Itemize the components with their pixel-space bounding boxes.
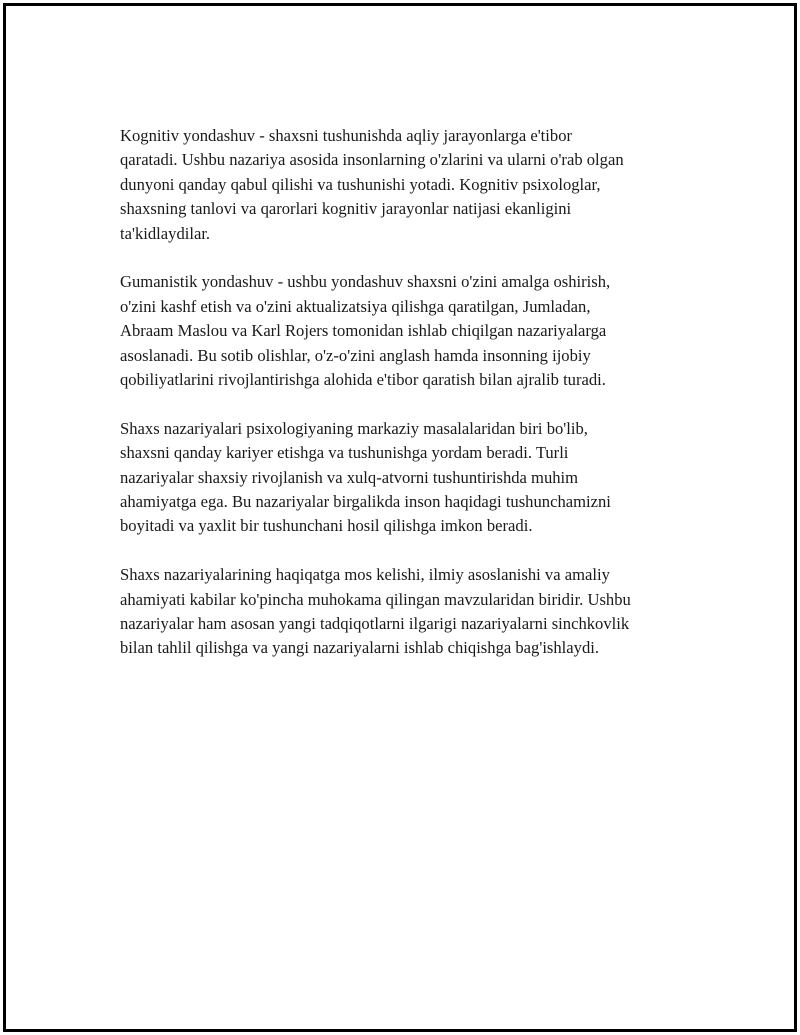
paragraph-humanistic-approach: Gumanistik yondashuv - ushbu yondashuv shaxsni o'zini amalga oshirish, o'zini kashf etish va o'zini aktualizatsiya qilishga qaratilgan, Jumladan, Abraam Maslou va Karl Rojers tomonidan ishlab chiqilgan nazariyalarga asoslanadi. Bu sotib olishlar, o'z-o'zini anglash hamda insonning ijobiy qobiliyatlarini rivojlantirishga alohida e'tibor qaratish bilan ajralib turadi.: [120, 272, 611, 390]
page-frame: [3, 3, 797, 1032]
paragraph-cognitive-approach: Kognitiv yondashuv - shaxsni tushunishda aqliy jarayonlarga e'tibor qaratadi. Ushbu nazariya asosida insonlarning o'zlarini va ularni o'rab olgan dunyoni qanday qabul qilishi va tushunishi yotadi. Kognitiv psixologlar, shaxsning tanlovi va qarorlari kognitiv jarayonlar natijasi ekanligini ta'kidlaydilar.: [120, 126, 624, 243]
document-body: [120, 124, 700, 685]
paragraph-theory-validity: Shaxs nazariyalarining haqiqatga mos kelishi, ilmiy asoslanishi va amaliy ahamiyati kabilar ko'pincha muhokama qilingan mavzularidan biridir. Ushbu nazariyalar ham asosan yangi tadqiqotlarni ilgarigi nazariyalarni sinchkovlik bilan tahlil qilishga va yangi nazariyalarni ishlab chiqishga bag'ishlaydi.: [120, 565, 631, 658]
paragraph-personality-theories: Shaxs nazariyalari psixologiyaning markaziy masalalaridan biri bo'lib, shaxsni qanday kariyer etishga va tushunishga yordam beradi. Turli nazariyalar shaxsiy rivojlanish va xulq-atvorni tushuntirishda muhim ahamiyatga ega. Bu nazariyalar birgalikda inson haqidagi tushunchamizni boyitadi va yaxlit bir tushunchani hosil qilishga imkon beradi.: [120, 418, 611, 536]
